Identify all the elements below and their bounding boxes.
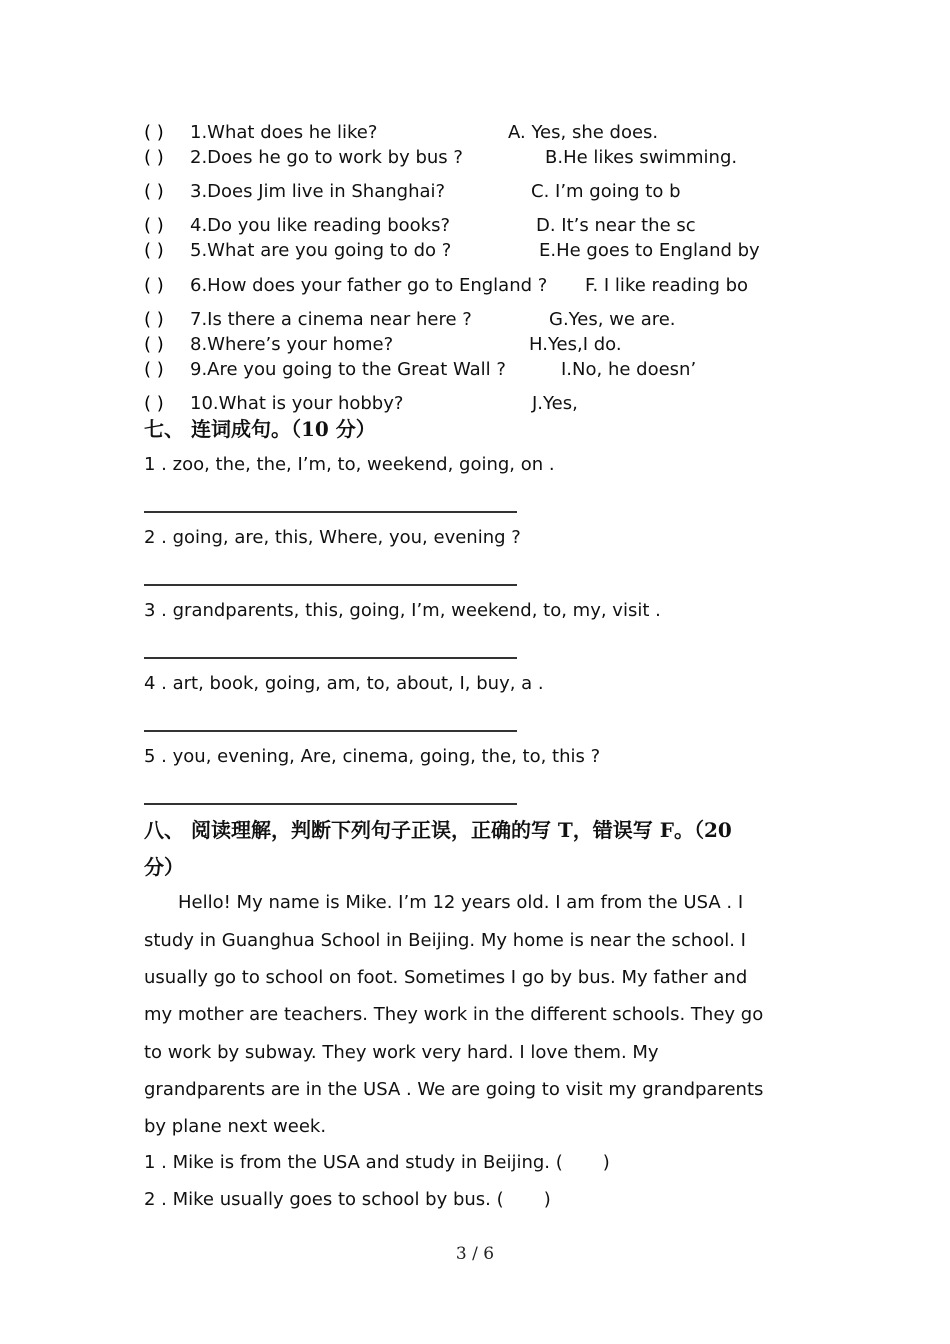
- answer-blank[interactable]: ( ): [144, 147, 164, 168]
- passage-line: grandparents are in the USA . We are going to visit my grandparents: [144, 1079, 764, 1100]
- answer-line[interactable]: [144, 511, 517, 513]
- matching-answer: A. Yes, she does.: [508, 122, 659, 143]
- passage-line: by plane next week.: [144, 1116, 327, 1137]
- sentence-item: 3 . grandparents, this, going, I’m, weekend, to, my, visit .: [144, 600, 661, 621]
- passage-line: to work by subway. They work very hard. I love them. My: [144, 1042, 659, 1063]
- matching-question: 9.Are you going to the Great Wall ?: [190, 359, 506, 380]
- answer-blank[interactable]: ( ): [144, 393, 164, 414]
- sentence-item: 2 . going, are, this, Where, you, evening ?: [144, 527, 521, 548]
- matching-answer: C. I’m going to b: [531, 181, 681, 202]
- matching-question: 6.How does your father go to England ?: [190, 275, 548, 296]
- matching-question: 4.Do you like reading books?: [190, 215, 451, 236]
- section-8-title: 八、 阅读理解，判断下列句子正误，正确的写 T，错误写 F。（20: [144, 818, 732, 842]
- answer-line[interactable]: [144, 584, 517, 586]
- passage-line: my mother are teachers. They work in the different schools. They go: [144, 1004, 764, 1025]
- answer-line[interactable]: [144, 657, 517, 659]
- answer-blank[interactable]: ( ): [144, 240, 164, 261]
- matching-question: 1.What does he like?: [190, 122, 378, 143]
- answer-blank[interactable]: ( ): [144, 215, 164, 236]
- passage-line: Hello! My name is Mike. I’m 12 years old. I am from the USA . I: [178, 892, 744, 913]
- answer-blank[interactable]: ( ): [144, 181, 164, 202]
- answer-blank[interactable]: ( ): [144, 275, 164, 296]
- section-7-title: 七、 连词成句。（10 分）: [144, 417, 376, 441]
- sentence-item: 5 . you, evening, Are, cinema, going, the, to, this ?: [144, 746, 601, 767]
- matching-answer: I.No, he doesn’: [561, 359, 697, 380]
- answer-blank[interactable]: ( ): [144, 122, 164, 143]
- answer-blank[interactable]: ( ): [144, 334, 164, 355]
- answer-line[interactable]: [144, 730, 517, 732]
- page-number: 3 / 6: [455, 1244, 495, 1264]
- matching-answer: J.Yes,: [532, 393, 578, 414]
- passage-line: study in Guanghua School in Beijing. My home is near the school. I: [144, 930, 746, 951]
- true-false-question: 2 . Mike usually goes to school by bus. ( ): [144, 1189, 551, 1210]
- matching-question: 5.What are you going to do ?: [190, 240, 452, 261]
- matching-answer: H.Yes,I do.: [529, 334, 622, 355]
- matching-answer: B.He likes swimming.: [545, 147, 738, 168]
- answer-blank[interactable]: ( ): [144, 359, 164, 380]
- answer-blank[interactable]: ( ): [144, 309, 164, 330]
- sentence-item: 1 . zoo, the, the, I’m, to, weekend, going, on .: [144, 454, 555, 475]
- matching-question: 2.Does he go to work by bus ?: [190, 147, 463, 168]
- matching-question: 10.What is your hobby?: [190, 393, 404, 414]
- matching-question: 8.Where’s your home?: [190, 334, 394, 355]
- sentence-item: 4 . art, book, going, am, to, about, I, buy, a .: [144, 673, 544, 694]
- section-8-title-cont: 分）: [144, 855, 184, 879]
- matching-answer: D. It’s near the sc: [536, 215, 696, 236]
- matching-question: 7.Is there a cinema near here ?: [190, 309, 472, 330]
- matching-question: 3.Does Jim live in Shanghai?: [190, 181, 446, 202]
- passage-line: usually go to school on foot. Sometimes I go by bus. My father and: [144, 967, 748, 988]
- true-false-question: 1 . Mike is from the USA and study in Beijing. ( ): [144, 1152, 610, 1173]
- matching-answer: G.Yes, we are.: [549, 309, 676, 330]
- matching-answer: E.He goes to England by: [539, 240, 760, 261]
- answer-line[interactable]: [144, 803, 517, 805]
- matching-answer: F. I like reading bo: [585, 275, 749, 296]
